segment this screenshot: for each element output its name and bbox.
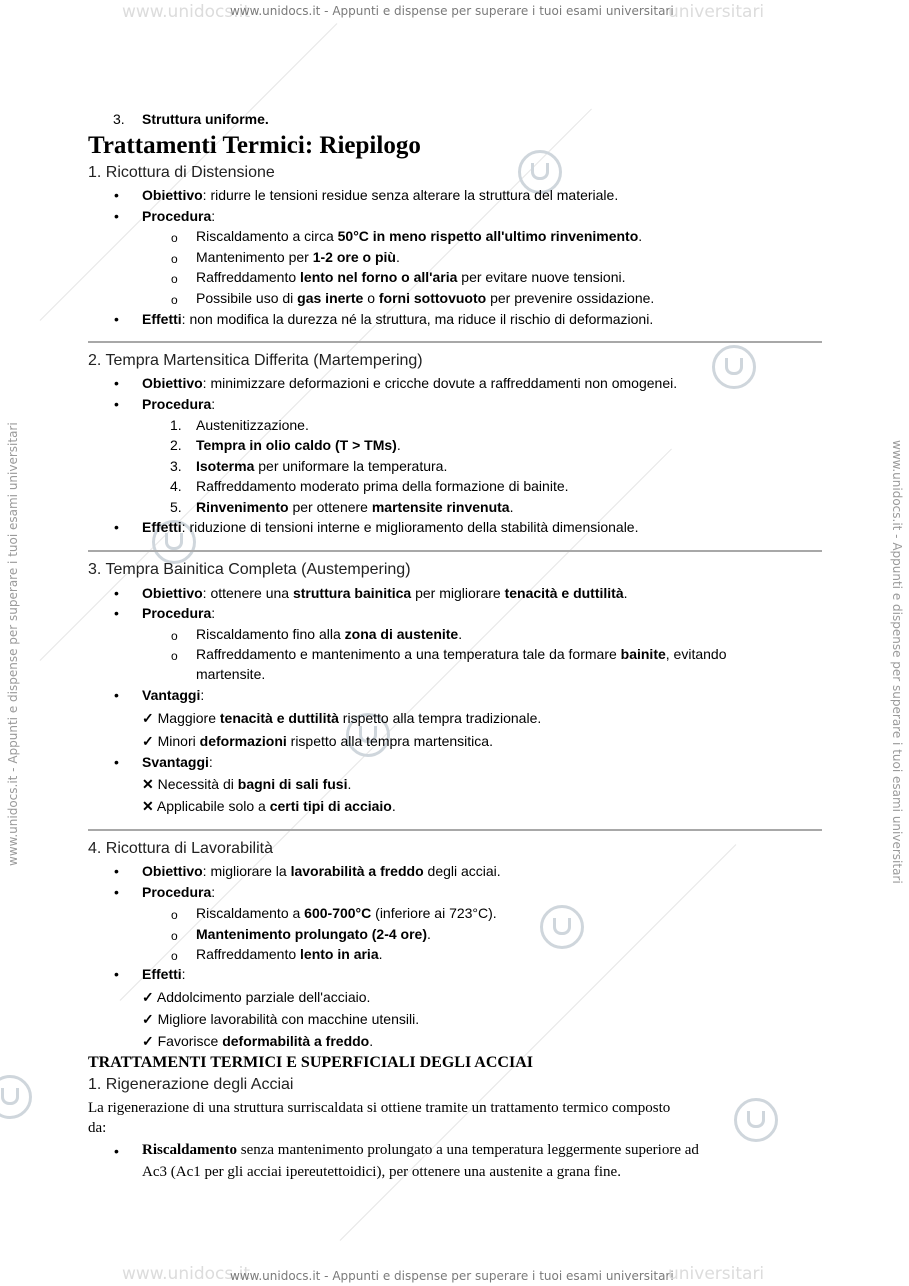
- list-item: Tempra in olio caldo (T > TMs).: [196, 437, 401, 453]
- footer-watermark-faint-right: universitari: [668, 1264, 765, 1284]
- bullet-marker: •: [114, 863, 119, 879]
- side-watermark-left: www.unidocs.it - Appunti e dispense per superare i tuoi esami universitari: [6, 422, 20, 866]
- bullet-marker: •: [114, 884, 119, 900]
- list-item: Procedura:: [142, 208, 216, 224]
- list-item: Svantaggi:: [142, 754, 213, 770]
- list-item: Rinvenimento per ottenere martensite rinvenuta.: [196, 499, 514, 515]
- bullet-marker: •: [114, 605, 119, 621]
- section-heading: 1. Rigenerazione degli Acciai: [88, 1076, 294, 1093]
- bullet-marker: •: [114, 396, 119, 412]
- list-item: Austenitizzazione.: [196, 417, 309, 433]
- circle-marker: o: [171, 629, 178, 643]
- check-icon: ✓: [142, 710, 154, 726]
- side-watermark-right: www.unidocs.it - Appunti e dispense per superare i tuoi esami universitari: [890, 440, 904, 884]
- list-item: Riscaldamento fino alla zona di austenite.: [196, 626, 463, 642]
- circle-marker: o: [171, 908, 178, 922]
- check-icon: ✓: [142, 1033, 154, 1049]
- cross-icon: ✕: [142, 776, 154, 792]
- watermark-faint-right: universitari: [668, 2, 765, 22]
- section-divider: [88, 829, 822, 831]
- step-number: 1.: [170, 417, 182, 433]
- step-number: 3.: [170, 458, 182, 474]
- bullet-marker: •: [114, 687, 119, 703]
- watermark-faint-left: www.unidocs.it: [122, 2, 251, 22]
- pro-item: ✓ Maggiore tenacità e duttilità rispetto alla tempra tradizionale.: [142, 710, 542, 726]
- list-item: Raffreddamento e mantenimento a una temperatura tale da formare bainite, evitando: [196, 646, 727, 662]
- effect-item: ✓ Migliore lavorabilità con macchine utensili.: [142, 1011, 420, 1027]
- bullet-marker: •: [114, 519, 119, 535]
- list-item: Possibile uso di gas inerte o forni sottovuoto per prevenire ossidazione.: [196, 290, 655, 306]
- section-divider: [88, 550, 822, 552]
- bullet-marker: •: [114, 585, 119, 601]
- circle-marker: o: [171, 231, 178, 245]
- bullet-marker: •: [114, 966, 119, 982]
- section-heading: 1. Ricottura di Distensione: [88, 164, 275, 181]
- list-item: Riscaldamento senza mantenimento prolungato a una temperatura leggermente superiore ad: [142, 1142, 699, 1158]
- section-heading: 2. Tempra Martensitica Differita (Martempering): [88, 352, 423, 369]
- list-item: Procedura:: [142, 884, 216, 900]
- list-item: Obiettivo: ottenere una struttura bainitica per migliorare tenacità e duttilità.: [142, 585, 628, 601]
- circle-marker: o: [171, 293, 178, 307]
- list-item: Obiettivo: minimizzare deformazioni e cricche dovute a raffreddamenti non omogenei.: [142, 375, 678, 391]
- list-marker: 3.: [113, 111, 125, 127]
- chapter-heading: TRATTAMENTI TERMICI E SUPERFICIALI DEGLI ACCIAI: [88, 1054, 533, 1071]
- list-item: Mantenimento per 1-2 ore o più.: [196, 249, 400, 265]
- bullet-marker: •: [114, 208, 119, 224]
- list-item: Vantaggi:: [142, 687, 205, 703]
- list-item: Raffreddamento moderato prima della formazione di bainite.: [196, 478, 569, 494]
- bullet-marker: •: [114, 187, 119, 203]
- circle-marker: o: [171, 949, 178, 963]
- circle-marker: o: [171, 252, 178, 266]
- unidocs-logo-icon: [0, 1075, 32, 1119]
- effect-item: ✓ Favorisce deformabilità a freddo.: [142, 1033, 374, 1049]
- footer-watermark-faint-left: www.unidocs.it: [122, 1264, 251, 1284]
- list-item: Effetti: non modifica la durezza né la struttura, ma riduce il rischio di deformazioni.: [142, 311, 654, 327]
- pro-item: ✓ Minori deformazioni rispetto alla tempra martensitica.: [142, 733, 493, 749]
- circle-marker: o: [171, 272, 178, 286]
- bullet-marker: •: [114, 311, 119, 327]
- list-item: Procedura:: [142, 605, 216, 621]
- bullet-marker: •: [114, 375, 119, 391]
- list-item: Riscaldamento a circa 50°C in meno rispetto all'ultimo rinvenimento.: [196, 228, 643, 244]
- bullet-marker: •: [114, 754, 119, 770]
- con-item: ✕ Applicabile solo a certi tipi di acciaio.: [142, 798, 396, 814]
- section-heading: 3. Tempra Bainitica Completa (Austempering): [88, 561, 411, 578]
- step-number: 4.: [170, 478, 182, 494]
- section-divider: [88, 341, 822, 343]
- list-item: Raffreddamento lento nel forno o all'aria per evitare nuove tensioni.: [196, 269, 626, 285]
- list-item: Raffreddamento lento in aria.: [196, 946, 383, 962]
- bullet-marker: •: [114, 1143, 119, 1159]
- list-item-continuation: martensite.: [196, 666, 266, 682]
- list-item: Obiettivo: ridurre le tensioni residue senza alterare la struttura del materiale.: [142, 187, 619, 203]
- step-number: 5.: [170, 499, 182, 515]
- paragraph: La rigenerazione di una struttura surriscaldata si ottiene tramite un trattamento termico composto: [88, 1100, 671, 1116]
- unidocs-logo-icon: [712, 345, 756, 389]
- page-title: Trattamenti Termici: Riepilogo: [88, 132, 421, 159]
- list-item: Mantenimento prolungato (2-4 ore).: [196, 926, 431, 942]
- effect-item: ✓ Addolcimento parziale dell'acciaio.: [142, 989, 371, 1005]
- list-item: Effetti:: [142, 966, 186, 982]
- paragraph: da:: [88, 1120, 107, 1136]
- footer-watermark: www.unidocs.it - Appunti e dispense per superare i tuoi esami universitari: [230, 1269, 674, 1283]
- circle-marker: o: [171, 649, 178, 663]
- unidocs-logo-icon: [734, 1098, 778, 1142]
- intro-item: Struttura uniforme.: [142, 111, 269, 127]
- check-icon: ✓: [142, 1011, 154, 1027]
- unidocs-logo-icon: [540, 905, 584, 949]
- list-item: Isoterma per uniformare la temperatura.: [196, 458, 448, 474]
- list-item: Procedura:: [142, 396, 216, 412]
- list-item: Effetti: riduzione di tensioni interne e miglioramento della stabilità dimensionale.: [142, 519, 639, 535]
- check-icon: ✓: [142, 989, 154, 1005]
- list-item: Riscaldamento a 600-700°C (inferiore ai 723°C).: [196, 905, 497, 921]
- list-item-continuation: Ac3 (Ac1 per gli acciai ipereutettoidici), per ottenere una austenite a grana fine.: [142, 1164, 621, 1180]
- list-item: Obiettivo: migliorare la lavorabilità a freddo degli acciai.: [142, 863, 501, 879]
- step-number: 2.: [170, 437, 182, 453]
- cross-icon: ✕: [142, 798, 154, 814]
- con-item: ✕ Necessità di bagni di sali fusi.: [142, 776, 352, 792]
- header-watermark: www.unidocs.it - Appunti e dispense per superare i tuoi esami universitari: [230, 4, 674, 18]
- check-icon: ✓: [142, 733, 154, 749]
- section-heading: 4. Ricottura di Lavorabilità: [88, 840, 273, 857]
- circle-marker: o: [171, 929, 178, 943]
